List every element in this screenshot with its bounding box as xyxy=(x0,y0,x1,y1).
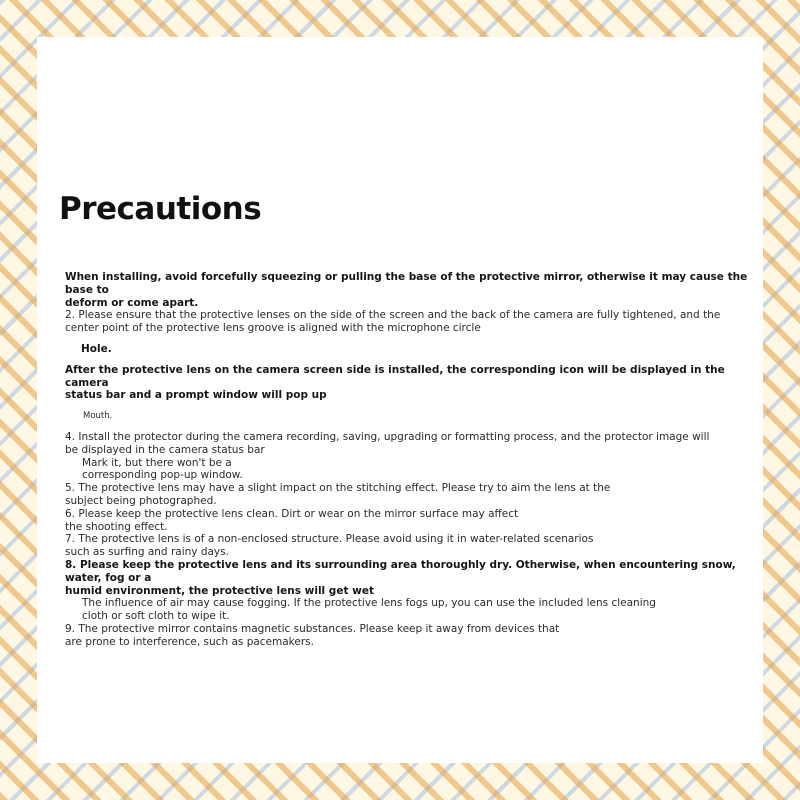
precaution-2: 2. Please ensure that the protective lenses on the side of the screen and the back of the camera are fully tightened, and the center point of the protective lens groove is aligned with the microphone circle xyxy=(65,309,721,335)
precautions-text xyxy=(65,271,759,649)
precaution-3: After the protective lens on the camera screen side is installed, the corresponding icon will be displayed in the camera status bar and a prompt window will pop up xyxy=(65,363,725,402)
precaution-8-continued: The influence of air may cause fogging. If the protective lens fogs up, you can use the included lens cleaning cloth or soft cloth to wipe it. xyxy=(82,597,656,623)
precaution-9: 9. The protective mirror contains magnetic substances. Please keep it away from devices that are prone to interference, such as pacemakers. xyxy=(65,622,560,648)
precaution-intro: When installing, avoid forcefully squeezing or pulling the base of the protective mirror, otherwise it may cause the base to deform or come apart. xyxy=(65,271,748,309)
precaution-4: 4. Install the protector during the camera recording, saving, upgrading or formatting process, and the protector image will be displayed in the camera status bar xyxy=(65,430,710,456)
precaution-7: 7. The protective lens is of a non-enclosed structure. Please avoid using it in water-related scenarios such as surfing and rainy days. xyxy=(65,533,594,559)
precaution-6: 6. Please keep the protective lens clean. Dirt or wear on the mirror surface may affect the shooting effect. xyxy=(65,507,519,533)
precaution-5: 5. The protective lens may have a slight impact on the stitching effect. Please try to aim the lens at the subject being photographed. xyxy=(65,482,611,507)
precaution-3-continued: Mouth. xyxy=(83,411,113,422)
content-panel xyxy=(37,37,763,763)
precaution-2-continued: Hole. xyxy=(81,342,112,355)
precaution-8: 8. Please keep the protective lens and its surrounding area thoroughly dry. Otherwise, when encountering snow, water, fog or a humid environment, the protective lens will get wet xyxy=(65,558,736,597)
precaution-4-continued: Mark it, but there won't be a corresponding pop-up window. xyxy=(82,456,243,482)
page-title: Precautions xyxy=(59,191,262,227)
